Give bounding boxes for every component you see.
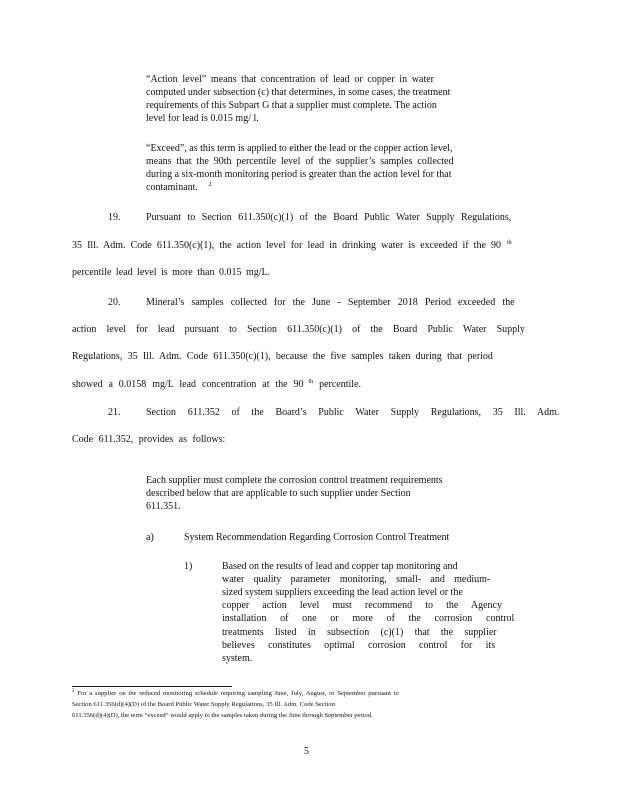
- quote-line-1: Each supplier must complete the corrosion control treatment requirements: [146, 475, 443, 486]
- item-1-line-2: water quality parameter monitoring, small- and medium-: [222, 574, 491, 585]
- page-number: 5: [304, 746, 309, 757]
- item-1-line-3: sized system suppliers exceeding the lead action level or the: [222, 587, 463, 598]
- item-1-label: 1): [184, 561, 193, 572]
- subsection-a-label: a): [146, 532, 154, 543]
- def-action-line-3: requirements of this Subpart G that a supplier must complete. The action: [146, 100, 437, 111]
- para-19-line-1: Pursuant to Section 611.350(c)(1) of the Board Public Water Supply Regulations,: [146, 212, 512, 223]
- para-20-number: 20.: [108, 297, 121, 308]
- item-1-line-4: copper action level must recommend to the Agency: [222, 600, 502, 611]
- para-19-line-2: [72, 240, 512, 252]
- footnote-line-1-text: For a supplier on the reduced monitoring schedule requiring sampling June, July, August, or September pursuant to: [77, 690, 399, 697]
- item-1-line-1: Based on the results of lead and copper tap monitoring and: [222, 561, 458, 572]
- footnote-separator: [72, 686, 232, 687]
- para-20-line-4-end: percentile.: [319, 379, 361, 390]
- def-exceed-line-1: “Exceed”, as this term is applied to either the lead or the copper action level,: [146, 143, 453, 154]
- footnote-line-3: 611.356(d)(4)(D), the term “exceed” would apply to the samples taken during the June through September period.: [72, 712, 373, 719]
- quote-line-2: described below that are applicable to such supplier under Section: [146, 488, 411, 499]
- footnote-mark: 2: [72, 688, 75, 694]
- def-exceed-contaminant: contaminant.: [146, 182, 198, 193]
- def-action-line-1: “Action level” means that concentration of lead or copper in water: [146, 74, 434, 85]
- subsection-a-title: System Recommendation Regarding Corrosion Control Treatment: [184, 532, 450, 543]
- para-19-number: 19.: [108, 212, 121, 223]
- para-21-number: 21.: [108, 407, 121, 418]
- def-exceed-line-3: during a six-month monitoring period is greater than the action level for that: [146, 169, 452, 180]
- item-1-line-7: believes constitutes optimal corrosion control for its: [222, 640, 496, 651]
- footnote-line-1: [72, 690, 399, 698]
- para-20-line-4-text: showed a 0.0158 mg/L lead concentration at the 90: [72, 379, 304, 390]
- def-action-line-2: computed under subsection (c) that determines, in some cases, the treatment: [146, 87, 451, 98]
- para-19-superscript: th: [507, 239, 512, 246]
- item-1-line-5: installation of one or more of the corrosion control: [222, 613, 515, 624]
- para-20-line-1: Mineral’s samples collected for the June - September 2018 Period exceeded the: [146, 297, 515, 308]
- item-1-line-6: treatments listed in subsection (c)(1) that the supplier: [222, 627, 497, 638]
- para-20-line-2: action level for lead pursuant to Section 611.350(c)(1) of the Board Public Water Supply: [72, 324, 525, 335]
- def-exceed-line-4: [146, 182, 211, 194]
- item-1-line-8: system.: [222, 653, 253, 664]
- para-19-line-2-text: 35 Ill. Adm. Code 611.350(c)(1), the action level for lead in drinking water is exceeded if the 90: [72, 240, 501, 251]
- footnote-line-2: Section 611.356(d)(4)(D) of the Board Public Water Supply Regulations, 35 Ill. Adm. Code Section: [72, 701, 335, 708]
- para-21-line-2: Code 611.352, provides as follows:: [72, 434, 226, 445]
- para-20-line-3: Regulations, 35 Ill. Adm. Code 611.350(c)(1), because the five samples taken during that period: [72, 351, 493, 362]
- def-action-line-4: level for lead is 0.015 mg/ l.: [146, 113, 259, 124]
- quote-line-3: 611.351.: [146, 501, 181, 512]
- para-19-line-3: percentile lead level is more than 0.015 mg/L.: [72, 267, 271, 278]
- para-21-line-1: Section 611.352 of the Board’s Public Water Supply Regulations, 35 Ill. Adm.: [146, 407, 560, 418]
- para-20-superscript: th: [308, 378, 314, 385]
- para-20-line-4: [72, 379, 361, 391]
- footnote-reference: 2: [208, 181, 212, 188]
- def-exceed-line-2: means that the 90th percentile level of the supplier’s samples collected: [146, 156, 454, 167]
